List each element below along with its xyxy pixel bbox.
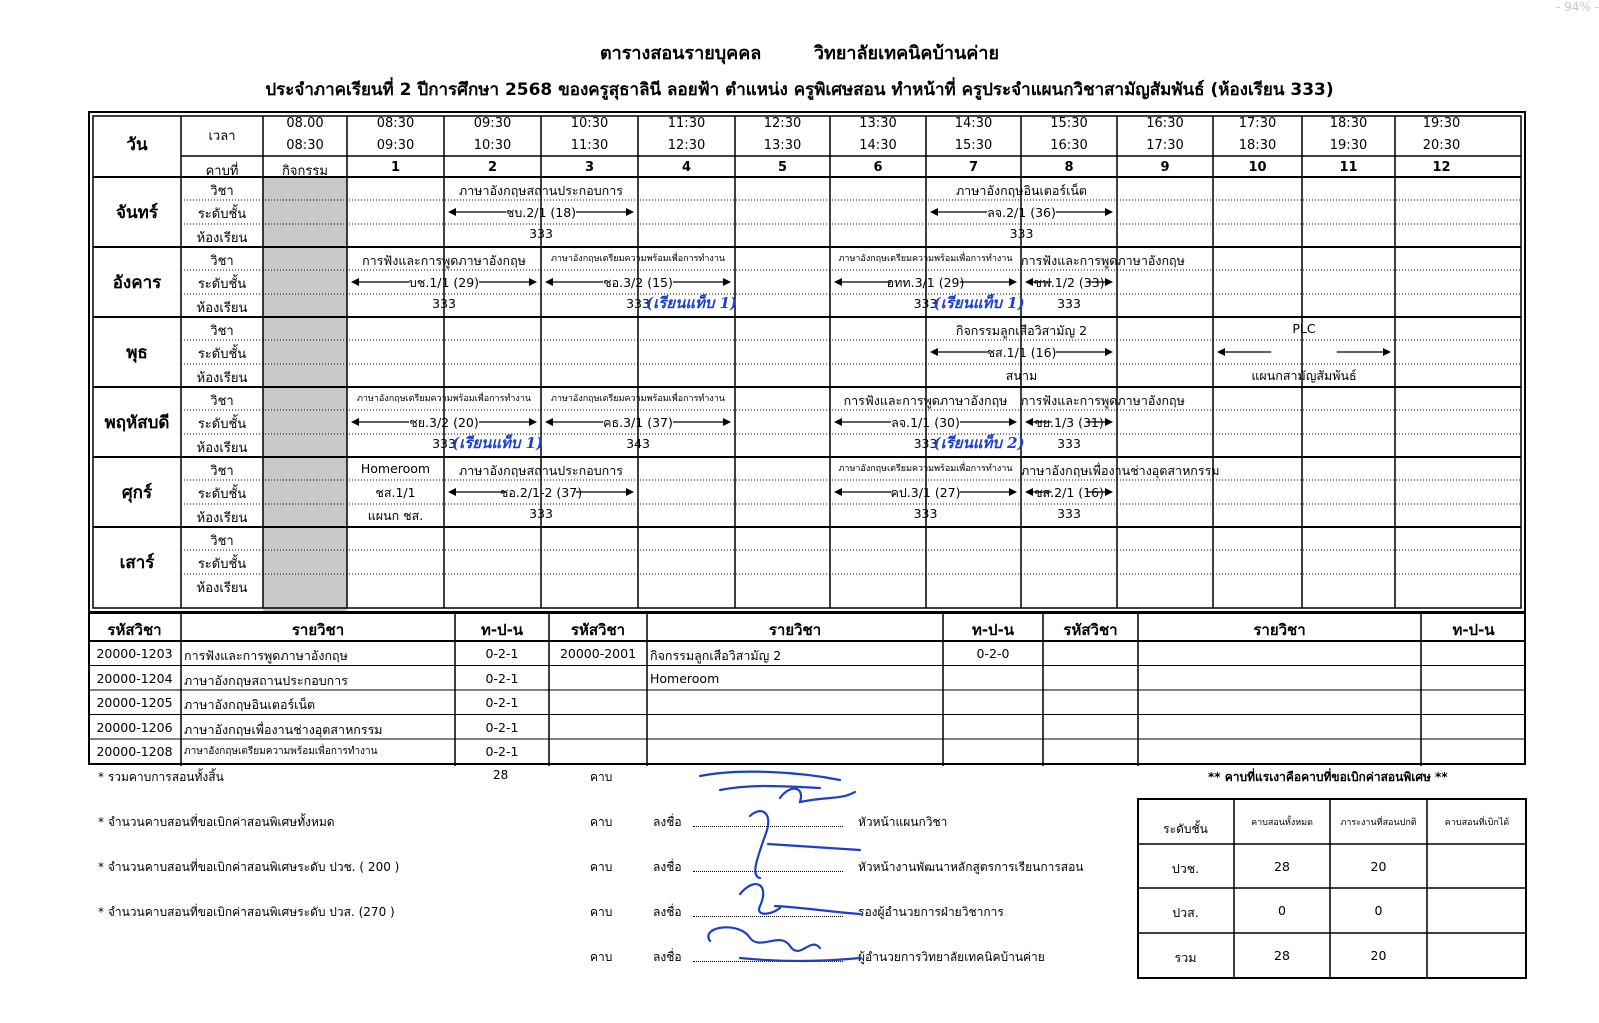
handwritten-note: (เรียนแท็บ 1) — [646, 294, 738, 312]
summary-header: คาบสอนที่เบิกได้ — [1444, 818, 1510, 828]
entry-level: ชส.1/1 (16) — [986, 345, 1057, 360]
signature-4 — [708, 927, 860, 961]
entry-level: ชบ.2/1 (18) — [505, 205, 577, 220]
summary-cell: ปวส. — [1172, 905, 1199, 920]
subject-code: 20000-1205 — [96, 695, 173, 710]
time-slot-start: 18:30 — [1329, 116, 1368, 131]
row-label: ห้องเรียน — [196, 371, 248, 386]
shading-note: ** คาบที่แรเงาคือคาบที่ขอเบิกค่าสอนพิเศษ ** — [1208, 770, 1448, 784]
signer-role: หัวหน้างานพัฒนาหลักสูตรการเรียนการสอน — [858, 860, 1084, 874]
time-slot-start: 08.00 — [286, 116, 324, 131]
row-label: ระดับชั้น — [197, 417, 247, 432]
subject-tpn: 0-2-0 — [976, 646, 1010, 661]
extra-periods-label: * จำนวนคาบสอนที่ขอเบิกค่าสอนพิเศษระดับ ปวช. ( 200 ) — [98, 860, 400, 874]
subject-tpn: 0-2-1 — [485, 670, 519, 686]
schedule-table — [88, 111, 1526, 613]
total-label: * รวมคาบการสอนทั้งสิ้น — [98, 770, 224, 784]
entry-subject: ภาษาอังกฤษเตรียมความพร้อมเพื่อการทำงาน — [838, 254, 1013, 264]
time-slot-start: 09:30 — [473, 116, 512, 131]
total-unit: คาบ — [590, 770, 613, 784]
entry-room: 333 — [913, 436, 938, 451]
time-header: เวลา — [208, 129, 236, 144]
subject-name: ภาษาอังกฤษเพื่องานช่างอุตสาหกรรม — [184, 721, 383, 737]
row-label: วิชา — [210, 464, 234, 479]
period-number: 8 — [1064, 160, 1074, 175]
summary-cell: 20 — [1370, 859, 1387, 874]
entry-room: 333 — [1057, 506, 1081, 521]
subjects-name-header: รายวิชา — [1253, 621, 1306, 639]
extra-periods-label: * จำนวนคาบสอนที่ขอเบิกค่าสอนพิเศษระดับ ปวส. (270 ) — [98, 905, 395, 919]
period-number: 2 — [487, 160, 498, 175]
sign-label: ลงชื่อ — [653, 860, 682, 874]
schedule-grid-lines — [88, 111, 1526, 613]
signature-2 — [750, 811, 860, 878]
entry-subject: ภาษาอังกฤษอินเตอร์เน็ต — [955, 183, 1088, 198]
summary-header: ระดับชั้น — [1163, 822, 1208, 836]
day-name: เสาร์ — [119, 553, 155, 573]
subject-tpn: 0-2-1 — [485, 646, 519, 661]
signer-role: ผู้อำนวยการวิทยาลัยเทคนิคบ้านค่าย — [858, 950, 1045, 964]
entry-subject: PLC — [1292, 321, 1316, 336]
entry-subject: ภาษาอังกฤษเตรียมความพร้อมเพื่อการทำงาน — [550, 254, 726, 264]
time-slot-end: 12:30 — [667, 138, 706, 153]
entry-room: 333 — [1057, 296, 1081, 311]
handwritten-note: (เรียนแท็บ 2) — [933, 434, 1025, 452]
subject-tpn: 0-2-1 — [485, 744, 519, 759]
entry-room: 333 — [913, 506, 938, 521]
sign-label: ลงชื่อ — [653, 950, 682, 964]
activity-header: กิจกรรม — [282, 164, 328, 179]
subject-tpn: 0-2-1 — [485, 695, 519, 710]
summary-cell: 20 — [1370, 948, 1387, 963]
period-number: 10 — [1248, 160, 1267, 175]
time-slot-end: 16:30 — [1050, 138, 1088, 153]
signature-3 — [740, 884, 860, 914]
row-label: วิชา — [210, 184, 234, 199]
entry-subject: ภาษาอังกฤษเตรียมความพร้อมเพื่อการทำงาน — [838, 464, 1013, 474]
entry-level: ชส.1/1 — [375, 485, 416, 500]
sign-label: ลงชื่อ — [653, 905, 682, 919]
arrow-left-head — [1217, 348, 1225, 356]
entry-room: 333 — [1009, 226, 1034, 241]
entry-subject: การฟังและการพูดภาษาอังกฤษ — [1021, 253, 1185, 268]
page-subtitle: ประจำภาคเรียนที่ 2 ปีการศึกษา 2568 ของครูสุธาลินี ลอยฟ้า ตำแหน่ง ครูพิเศษสอน ทำหน้าที่ ครูประจำแผนกวิชาสามัญสัมพันธ์ (ห้องเรียน 333) — [265, 80, 1334, 100]
entry-level: ชส.2/1 (16) — [1034, 485, 1104, 500]
entry-subject: การฟังและการพูดภาษาอังกฤษ — [843, 393, 1008, 408]
entry-room: 333 — [529, 506, 553, 521]
subjects-tpn-header: ท-ป-น — [480, 621, 524, 639]
period-number: 9 — [1160, 160, 1170, 175]
time-slot-end: 09:30 — [376, 138, 415, 153]
row-label: ระดับชั้น — [197, 487, 247, 502]
row-label: ห้องเรียน — [196, 441, 248, 456]
time-slot-end: 19:30 — [1329, 138, 1368, 153]
subject-name: ภาษาอังกฤษสถานประกอบการ — [184, 672, 348, 688]
extra-periods-label: * จำนวนคาบสอนที่ขอเบิกค่าสอนพิเศษทั้งหมด — [98, 815, 335, 829]
entry-subject: ภาษาอังกฤษเพื่องานช่างอุตสาหกรรม — [1021, 463, 1220, 478]
entry-level: อทท.3/1 (29) — [886, 275, 965, 290]
time-slot-start: 13:30 — [859, 116, 897, 131]
entry-room: 333 — [626, 296, 650, 311]
entry-level: ชอ.3/2 (15) — [603, 275, 673, 290]
entry-room: 333 — [913, 296, 938, 311]
footer — [0, 766, 1599, 1023]
arrow-right-head — [1383, 348, 1391, 356]
time-slot-start: 19:30 — [1422, 116, 1461, 131]
signature-1 — [700, 772, 855, 802]
time-slot-start: 14:30 — [954, 116, 993, 131]
period-number: 4 — [681, 160, 692, 175]
entry-level: ชอ.2/1-2 (37) — [499, 485, 583, 500]
summary-cell: 28 — [1274, 948, 1290, 963]
subjects-table — [88, 613, 1526, 766]
entry-level: บช.1/1 (29) — [408, 275, 480, 290]
signer-role: หัวหน้าแผนกวิชา — [858, 815, 948, 829]
entry-room: 333 — [1057, 436, 1081, 451]
summary-cell: 28 — [1274, 859, 1290, 874]
time-slot-end: 13:30 — [763, 138, 802, 153]
entry-level: ลจ.2/1 (36) — [987, 205, 1056, 220]
entry-level: ชฟ.1/2 (33) — [1033, 275, 1105, 290]
day-name: พุธ — [126, 343, 148, 363]
subject-code: 20000-1203 — [96, 646, 173, 661]
day-name: ศุกร์ — [121, 483, 153, 503]
period-number: 11 — [1339, 160, 1358, 175]
entry-room: แผนก ชส. — [367, 508, 424, 523]
time-slot-start: 08:30 — [376, 116, 415, 131]
summary-cell: ปวช. — [1171, 861, 1200, 876]
subjects-code-header: รหัสวิชา — [1063, 621, 1118, 639]
period-number: 12 — [1432, 160, 1451, 175]
subject-code: 20000-2001 — [559, 646, 637, 661]
row-label: ห้องเรียน — [196, 581, 248, 596]
period-number: 3 — [584, 160, 595, 175]
subjects-code-header: รหัสวิชา — [570, 621, 626, 639]
time-slot-end: 08:30 — [286, 138, 324, 153]
row-label: ระดับชั้น — [197, 347, 247, 362]
time-slot-start: 15:30 — [1050, 116, 1088, 131]
subjects-name-header: รายวิชา — [768, 621, 822, 639]
row-label: วิชา — [210, 324, 234, 339]
entry-room: 333 — [432, 436, 456, 451]
entry-level: ชย.1/3 (31) — [1034, 415, 1104, 430]
entry-room: สนาม — [1005, 368, 1038, 383]
row-label: วิชา — [210, 254, 234, 269]
row-label: ระดับชั้น — [197, 207, 247, 222]
time-slot-end: 20:30 — [1422, 138, 1461, 153]
entry-subject: ภาษาอังกฤษเตรียมความพร้อมเพื่อการทำงาน — [550, 394, 726, 404]
time-slot-end: 18:30 — [1238, 138, 1277, 153]
total-value: 28 — [493, 768, 509, 782]
time-slot-start: 16:30 — [1146, 116, 1184, 131]
subjects-tpn-header: ท-ป-น — [971, 621, 1015, 639]
subject-code: 20000-1204 — [96, 670, 173, 686]
title-schedule: ตารางสอนรายบุคคล — [599, 43, 762, 64]
time-slot-end: 11:30 — [570, 138, 609, 153]
period-number: 1 — [390, 160, 401, 175]
sign-label: ลงชื่อ — [653, 815, 682, 829]
summary-cell: 0 — [1278, 903, 1286, 918]
time-slot-start: 12:30 — [763, 116, 802, 131]
row-label: ห้องเรียน — [196, 231, 248, 246]
activity-column-shade — [263, 177, 347, 613]
subject-name: Homeroom — [650, 670, 720, 686]
unit-label: คาบ — [590, 950, 613, 964]
entry-room: 343 — [626, 436, 650, 451]
subject-name: ภาษาอังกฤษอินเตอร์เน็ต — [184, 697, 316, 712]
period-header: คาบที่ — [205, 164, 239, 179]
entry-subject: การฟังและการพูดภาษาอังกฤษ — [1021, 393, 1185, 408]
entry-subject: ภาษาอังกฤษสถานประกอบการ — [459, 183, 623, 198]
entry-subject: การฟังและการพูดภาษาอังกฤษ — [362, 253, 526, 268]
subject-name: ภาษาอังกฤษเตรียมความพร้อมเพื่อการทำงาน — [184, 746, 378, 757]
page-title — [0, 38, 1599, 67]
entry-room: แผนกสามัญสัมพันธ์ — [1251, 368, 1357, 383]
subjects-tpn-header: ท-ป-น — [1452, 621, 1495, 639]
entry-subject: ภาษาอังกฤษเตรียมความพร้อมเพื่อการทำงาน — [356, 394, 532, 404]
summary-table — [1137, 798, 1527, 979]
entry-room: 333 — [432, 296, 456, 311]
row-label: วิชา — [210, 394, 234, 409]
entry-level: คป.3/1 (27) — [890, 485, 961, 500]
zoom-indicator: - 94% - — [1556, 0, 1599, 14]
entry-subject: กิจกรรมลูกเสือวิสามัญ 2 — [955, 323, 1088, 338]
subjects-code-header: รหัสวิชา — [107, 621, 162, 639]
day-name: อังคาร — [112, 273, 162, 293]
entry-subject: Homeroom — [360, 461, 431, 476]
subject-code: 20000-1206 — [96, 719, 173, 735]
title-college: วิทยาลัยเทคนิคบ้านค่าย — [813, 43, 1000, 64]
time-slot-end: 10:30 — [473, 138, 512, 153]
unit-label: คาบ — [590, 860, 613, 874]
time-slot-start: 11:30 — [667, 116, 706, 131]
entry-level: ชย.3/2 (20) — [409, 415, 479, 430]
subject-name: การฟังและการพูดภาษาอังกฤษ — [184, 648, 348, 663]
entry-room: 333 — [529, 226, 553, 241]
summary-header: คาบสอนทั้งหมด — [1251, 818, 1313, 828]
summary-cell: 0 — [1374, 903, 1383, 918]
time-slot-start: 17:30 — [1238, 116, 1277, 131]
period-number: 5 — [777, 160, 788, 175]
time-slot-end: 15:30 — [954, 138, 993, 153]
period-number: 6 — [873, 160, 883, 175]
row-label: ระดับชั้น — [197, 557, 247, 572]
entry-level: คธ.3/1 (37) — [603, 415, 673, 430]
unit-label: คาบ — [590, 815, 613, 829]
handwritten-note: (เรียนแท็บ 1) — [933, 294, 1025, 312]
time-slot-end: 17:30 — [1146, 138, 1184, 153]
entry-subject: ภาษาอังกฤษสถานประกอบการ — [459, 463, 623, 478]
summary-header: ภาระงานที่สอนปกติ — [1340, 818, 1417, 828]
row-label: วิชา — [210, 534, 234, 549]
handwritten-signatures — [680, 766, 940, 976]
subject-name: กิจกรรมลูกเสือวิสามัญ 2 — [650, 648, 782, 663]
day-name: จันทร์ — [116, 203, 158, 223]
day-header: วัน — [126, 135, 148, 155]
row-label: ห้องเรียน — [196, 301, 248, 316]
handwritten-note: (เรียนแท็บ 1) — [452, 434, 544, 452]
period-number: 7 — [968, 160, 979, 175]
subject-code: 20000-1208 — [96, 744, 173, 759]
entry-level: ลจ.1/1 (30) — [891, 415, 960, 430]
time-slot-start: 10:30 — [570, 116, 609, 131]
time-slot-end: 14:30 — [859, 138, 897, 153]
row-label: ห้องเรียน — [196, 511, 248, 526]
subjects-name-header: รายวิชา — [291, 621, 345, 639]
unit-label: คาบ — [590, 905, 613, 919]
summary-cell: รวม — [1174, 950, 1197, 965]
day-name: พฤหัสบดี — [104, 413, 170, 433]
signer-role: รองผู้อำนวยการฝ่ายวิชาการ — [858, 905, 1004, 919]
row-label: ระดับชั้น — [197, 277, 247, 292]
subject-tpn: 0-2-1 — [485, 719, 519, 735]
